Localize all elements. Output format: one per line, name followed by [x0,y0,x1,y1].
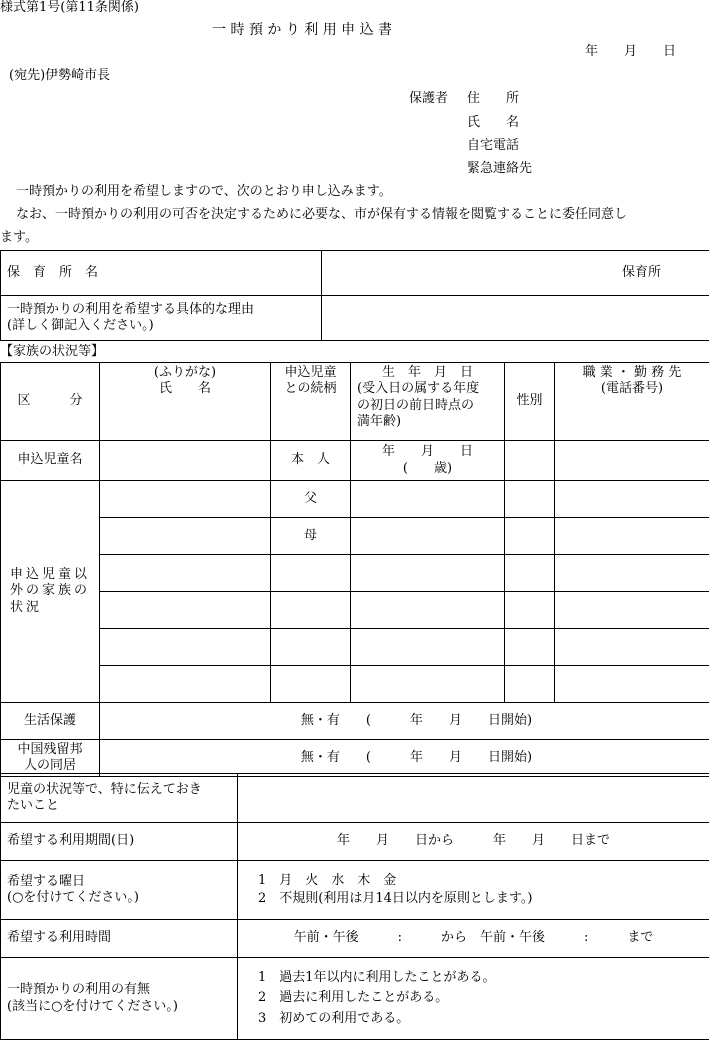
family-member-gender-field[interactable] [505,481,555,518]
applicant-birthdate-field[interactable]: 年 月 日 ( 歳) [351,441,505,481]
china-residual-label: 中国残留邦 人の同居 [1,740,100,777]
family-member-birthdate-field[interactable] [351,666,505,703]
family-member-name-field[interactable] [100,518,271,555]
family-member-occupation-field[interactable] [555,666,709,703]
addressee: (宛先)伊勢崎市長 [9,68,111,83]
time-label: 希望する利用時間 [1,920,238,958]
history-label: 一時預かりの利用の有無 (該当に○を付けてください。) [1,958,238,1040]
family-member-relation-field[interactable] [271,592,351,629]
guardian-address-label: 住 所 [467,91,520,106]
notes-label: 児童の状況等で、特に伝えておき たいこと [1,774,238,823]
time-field[interactable]: 午前・午後 : から 午前・午後 : まで [238,920,709,958]
family-member-name-field[interactable] [100,592,271,629]
family-member-name-field[interactable] [100,629,271,666]
family-member-occupation-field[interactable] [555,592,709,629]
header-occupation: 職 業 ・ 勤 務 先 (電話番号) [555,363,709,441]
nursery-table [0,250,709,341]
family-member-gender-field[interactable] [505,592,555,629]
days-option-weekdays[interactable]: 1 月 火 水 木 金 [258,873,397,889]
china-residual-field[interactable]: 無・有 ( 年 月 日開始) [100,740,709,777]
relation-mother: 母 [271,518,351,555]
reason-field[interactable] [322,296,709,341]
period-label: 希望する利用期間(日) [1,823,238,861]
guardian-name-label: 氏 名 [467,115,520,130]
guardian-label: 保護者 [409,91,449,106]
applicant-name-field[interactable] [100,441,271,481]
family-member-relation-field[interactable] [271,629,351,666]
days-option-irregular[interactable]: 2 不規則(利用は月14日以内を原則とします。) [258,891,533,906]
header-gender: 性別 [505,363,555,441]
family-member-name-field[interactable] [100,666,271,703]
family-member-gender-field[interactable] [505,518,555,555]
history-option-first-time[interactable]: 3 初めての利用である。 [258,1010,410,1026]
family-section-title: 【家族の状況等】 [0,344,105,359]
history-options[interactable] [238,958,709,1040]
history-option-past[interactable]: 2 過去に利用したことがある。 [258,990,449,1006]
period-field[interactable]: 年 月 日から 年 月 日まで [238,823,709,861]
intro-text-1: 一時預かりの利用を希望しますので、次のとおり申し込みます。 [16,184,392,199]
nursery-suffix: 保育所 [621,264,661,280]
family-member-birthdate-field[interactable] [351,592,505,629]
form-number: 様式第1号(第11条関係) [0,0,139,15]
family-member-name-field[interactable] [100,555,271,592]
applicant-label: 申込児童名 [1,441,100,481]
reason-label: 一時預かりの利用を希望する具体的な理由 (詳しく御記入ください。) [1,296,322,341]
family-table [0,362,709,777]
header-category: 区 分 [1,363,100,441]
form-title: 一 時 預 か り 利 用 申 込 書 [212,22,393,38]
intro-text-2-continued: ます。 [0,230,38,245]
relation-father: 父 [271,481,351,518]
guardian-emergency-contact-label: 緊急連絡先 [467,161,533,176]
family-member-occupation-field[interactable] [555,555,709,592]
family-member-relation-field[interactable] [271,555,351,592]
application-date: 年 月 日 [585,44,677,59]
usage-table [0,773,709,1040]
applicant-occupation-field[interactable] [555,441,709,481]
family-member-birthdate-field[interactable] [351,518,505,555]
applicant-gender-field[interactable] [505,441,555,481]
other-family-label: 申込児童以 外の家族の 状況 [1,481,100,703]
nursery-name-field[interactable] [322,251,709,296]
header-birthdate: 生 年 月 日 (受入日の属する年度 の初日の前日時点の 満年齢) [351,363,505,441]
family-member-birthdate-field[interactable] [351,481,505,518]
family-member-occupation-field[interactable] [555,481,709,518]
family-member-gender-field[interactable] [505,666,555,703]
family-member-birthdate-field[interactable] [351,555,505,592]
family-member-gender-field[interactable] [505,555,555,592]
history-option-within-year[interactable]: 1 過去1年以内に利用したことがある。 [258,970,496,986]
family-member-occupation-field[interactable] [555,518,709,555]
welfare-label: 生活保護 [1,703,100,740]
guardian-home-phone-label: 自宅電話 [467,138,520,153]
family-member-birthdate-field[interactable] [351,629,505,666]
days-label: 希望する曜日 (○を付けてください。) [1,861,238,920]
family-member-name-field[interactable] [100,481,271,518]
applicant-relation: 本 人 [271,441,351,481]
header-relation: 申込児童 との続柄 [271,363,351,441]
family-member-occupation-field[interactable] [555,629,709,666]
welfare-field[interactable]: 無・有 ( 年 月 日開始) [100,703,709,740]
family-member-relation-field[interactable] [271,666,351,703]
notes-field[interactable] [238,774,709,823]
intro-text-2: なお、一時預かりの利用の可否を決定するために必要な、市が保有する情報を閲覧することに委任同意し [16,207,628,222]
days-options[interactable] [238,861,709,920]
nursery-name-label: 保 育 所 名 [1,251,322,296]
family-member-gender-field[interactable] [505,629,555,666]
header-name: (ふりがな) 氏 名 [100,363,271,441]
